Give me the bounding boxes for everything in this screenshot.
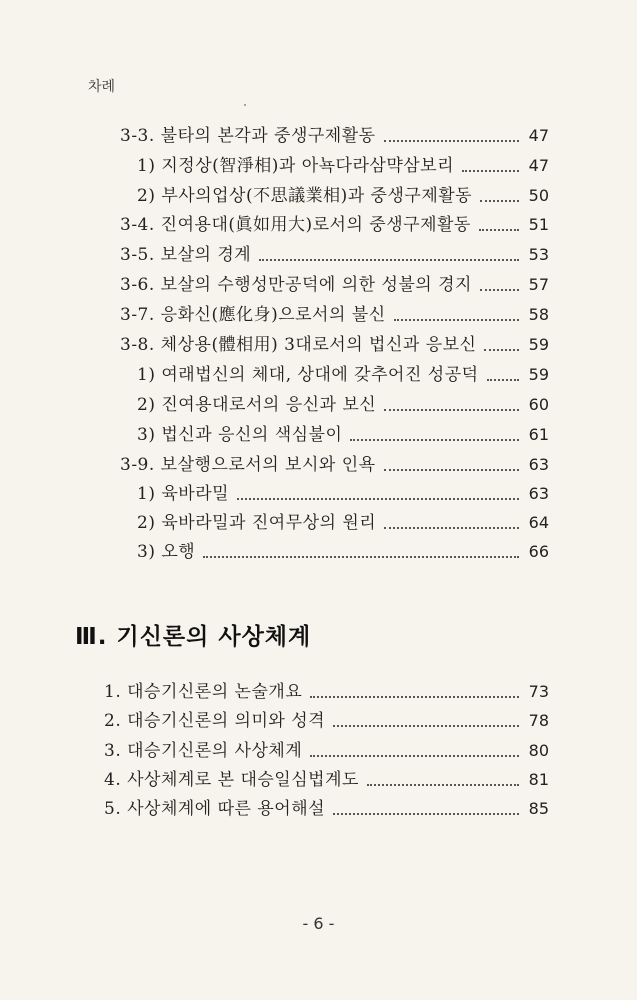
toc-entry-title: 4. 사상체계로 본 대승일심법계도 xyxy=(104,770,359,790)
dot-leader xyxy=(333,725,519,727)
dot-leader xyxy=(310,696,519,698)
toc-entry-page: 50 xyxy=(528,186,549,205)
toc-entry-page: 78 xyxy=(528,711,549,730)
toc-entry[interactable] xyxy=(104,768,549,792)
dot-leader xyxy=(384,409,519,411)
toc-entry-page: 59 xyxy=(528,335,549,354)
toc-entry[interactable] xyxy=(120,243,549,267)
toc-entry[interactable] xyxy=(137,482,549,506)
toc-entry-title: 1) 지정상(智淨相)과 아뇩다라삼먁삼보리 xyxy=(137,156,455,176)
toc-entry[interactable] xyxy=(120,124,549,148)
toc-entry-title: 3-7. 응화신(應化身)으로서의 불신 xyxy=(120,305,386,325)
toc-entry-page: 59 xyxy=(528,365,549,384)
toc-entry[interactable] xyxy=(137,184,549,208)
toc-entry-title: 2. 대승기신론의 의미와 성격 xyxy=(104,711,326,731)
toc-entry-page: 81 xyxy=(528,770,549,789)
toc-entry[interactable] xyxy=(104,680,549,704)
dot-leader xyxy=(259,259,519,261)
toc-entry[interactable] xyxy=(137,423,549,447)
toc-entry-title: 1. 대승기신론의 논술개요 xyxy=(104,682,303,702)
dot-leader xyxy=(333,813,519,815)
toc-entry-page: 57 xyxy=(528,275,549,294)
chapter-heading[interactable]: Ⅲ. 기신론의 사상체계 xyxy=(75,624,312,650)
toc-entry-page: 47 xyxy=(528,156,549,175)
toc-entry[interactable] xyxy=(137,511,549,535)
dot-leader xyxy=(487,379,519,381)
toc-entry-title: 1) 여래법신의 체대, 상대에 갖추어진 성공덕 xyxy=(137,365,479,385)
toc-entry-title: 3-3. 불타의 본각과 중생구제활동 xyxy=(120,126,376,146)
dot-leader xyxy=(237,498,519,500)
toc-entry-title: 1) 육바라밀 xyxy=(137,484,230,504)
toc-entry[interactable] xyxy=(120,273,549,297)
dot-leader xyxy=(479,229,519,231)
toc-entry-page: 63 xyxy=(528,455,549,474)
toc-entry-page: 60 xyxy=(528,395,549,414)
toc-entry[interactable] xyxy=(137,363,549,387)
toc-entry[interactable] xyxy=(137,540,549,564)
toc-entry-page: 66 xyxy=(528,542,549,561)
toc-entry-page: 58 xyxy=(528,305,549,324)
toc-entry[interactable] xyxy=(137,393,549,417)
dot-leader xyxy=(203,556,519,558)
toc-entry[interactable] xyxy=(104,739,549,763)
toc-entry[interactable] xyxy=(104,797,549,821)
toc-entry[interactable] xyxy=(104,709,549,733)
toc-entry-title: 3) 오행 xyxy=(137,542,196,562)
toc-entry-page: 85 xyxy=(528,799,549,818)
toc-entry-title: 2) 진여용대로서의 응신과 보신 xyxy=(137,395,377,415)
toc-entry-title: 5. 사상체계에 따른 용어해설 xyxy=(104,799,326,819)
toc-entry-page: 64 xyxy=(528,513,549,532)
toc-entry-page: 80 xyxy=(528,741,549,760)
dot-leader xyxy=(394,319,519,321)
dot-leader xyxy=(367,784,519,786)
toc-entry[interactable] xyxy=(120,453,549,477)
toc-entry-title: 3) 법신과 응신의 색심불이 xyxy=(137,425,343,445)
dot-leader xyxy=(480,289,519,291)
dot-leader xyxy=(462,170,519,172)
toc-entry-title: 2) 부사의업상(不思議業相)과 중생구제활동 xyxy=(137,186,473,206)
toc-entry-title: 3. 대승기신론의 사상체계 xyxy=(104,741,303,761)
toc-entry-page: 63 xyxy=(528,484,549,503)
toc-entry-page: 53 xyxy=(528,245,549,264)
dot-leader xyxy=(350,439,519,441)
toc-entry-title: 3-8. 체상용(體相用) 3대로서의 법신과 응보신 xyxy=(120,335,477,355)
toc-entry-title: 3-4. 진여용대(眞如用大)로서의 중생구제활동 xyxy=(120,215,471,235)
toc-entry-title: 3-6. 보살의 수행성만공덕에 의한 성불의 경지 xyxy=(120,275,472,295)
dot-leader xyxy=(310,755,519,757)
dot-leader xyxy=(484,349,519,351)
toc-entry-page: 51 xyxy=(528,215,549,234)
toc-entry[interactable] xyxy=(137,154,549,178)
decorative-dot xyxy=(244,104,246,106)
toc-entry-title: 3-5. 보살의 경계 xyxy=(120,245,252,265)
dot-leader xyxy=(480,200,519,202)
toc-entry[interactable] xyxy=(120,213,549,237)
toc-entry-title: 3-9. 보살행으로서의 보시와 인욕 xyxy=(120,455,376,475)
toc-entry-page: 73 xyxy=(528,682,549,701)
toc-entry-title: 2) 육바라밀과 진여무상의 원리 xyxy=(137,513,377,533)
dot-leader xyxy=(384,469,519,471)
dot-leader xyxy=(384,140,519,142)
toc-entry-page: 61 xyxy=(528,425,549,444)
dot-leader xyxy=(384,527,519,529)
toc-entry[interactable] xyxy=(120,333,549,357)
toc-entry-page: 47 xyxy=(528,126,549,145)
page-number: - 6 - xyxy=(302,914,335,933)
page-header-label: 차례 xyxy=(88,79,116,95)
toc-entry[interactable] xyxy=(120,303,549,327)
